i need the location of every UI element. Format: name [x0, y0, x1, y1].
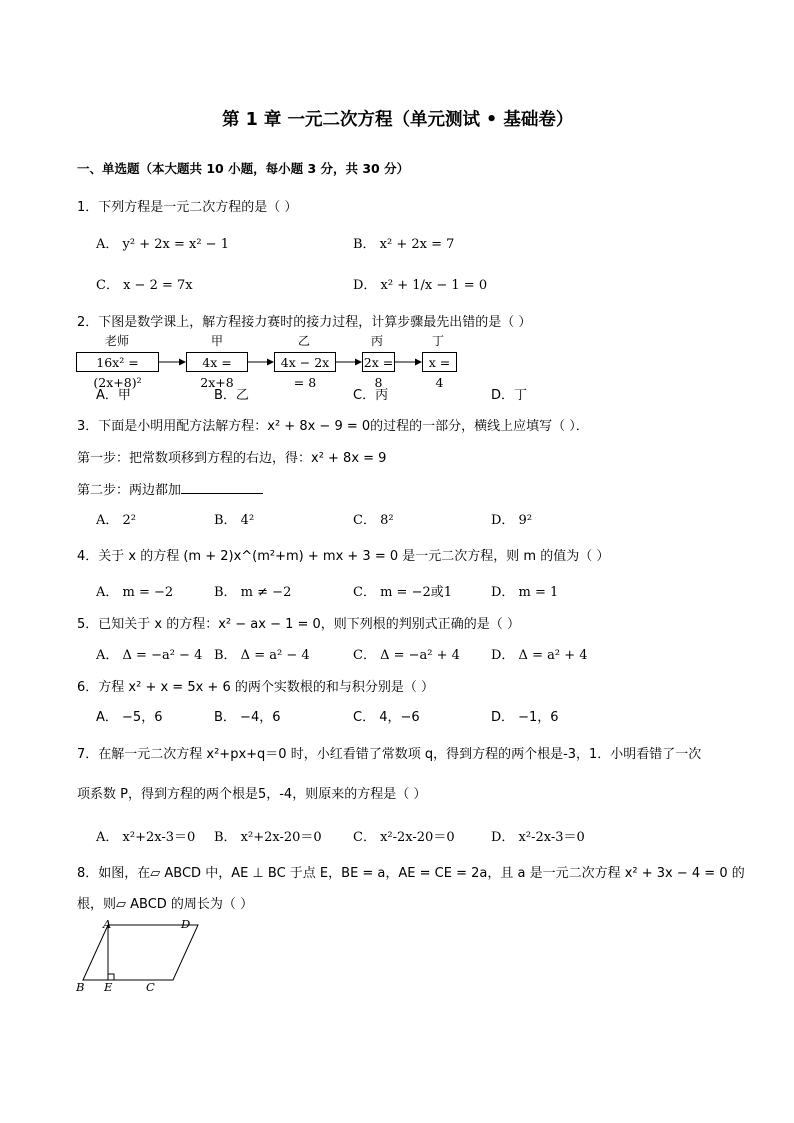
q4-option-c: C． m = −2或1: [353, 585, 452, 600]
q2-option-d: D．丁: [491, 388, 528, 403]
q6-option-b: B． −4，6: [214, 710, 281, 725]
question-1-stem: 1．下列方程是一元二次方程的是（ ）: [77, 200, 298, 215]
flow-label-teacher: 老师: [105, 334, 130, 348]
q2-option-b: B．乙: [214, 388, 249, 403]
question-6-stem: 6．方程 x² + x = 5x + 6 的两个实数根的和与积分别是（ ）: [77, 680, 434, 695]
question-4-stem: 4．关于 x 的方程 (m + 2)x^(m²+m) + mx + 3 = 0 是一元二次方程，则 m 的值为（ ）: [77, 549, 610, 564]
flow-label-yi: 乙: [298, 334, 311, 348]
question-8-stem-cont: 根，则▱ ABCD 的周长为（ ）: [77, 897, 254, 912]
question-7-stem: 7．在解一元二次方程 x²+px+q＝0 时，小红看错了常数项 q，得到方程的两个根是-3，1．小明看错了一次: [77, 747, 702, 762]
flow-label-ding: 丁: [432, 334, 445, 348]
q7-option-d: D． x²-2x-3＝0: [491, 830, 585, 845]
q3-step1: 第一步：把常数项移到方程的右边，得：x² + 8x = 9: [77, 451, 387, 466]
question-5-stem: 5．已知关于 x 的方程：x² − ax − 1 = 0，则下列根的判别式正确的是（ ）: [77, 617, 520, 632]
section-header: 一、单选题（本大题共 10 小题，每小题 3 分，共 30 分）: [77, 161, 410, 176]
page-title: 第 1 章 一元二次方程（单元测试 • 基础卷）: [222, 110, 574, 130]
q1-option-d: D． x² + 1/x − 1 = 0: [353, 278, 488, 293]
flow-box-ding: x = 4: [422, 352, 457, 372]
q6-option-c: C． 4，−6: [353, 710, 420, 725]
q2-option-a: A．甲: [96, 388, 131, 403]
q3-option-c: C． 8²: [353, 513, 394, 528]
q3-step2: [77, 479, 263, 498]
question-2-stem: 2．下图是数学课上，解方程接力赛时的接力过程，计算步骤最先出错的是（ ）: [77, 315, 532, 330]
q5-option-b: B． Δ = a² − 4: [214, 648, 310, 663]
vertex-e-label: E: [104, 980, 113, 994]
flow-box-yi: 4x − 2x = 8: [274, 352, 336, 372]
vertex-b-label: B: [76, 980, 85, 994]
q5-option-a: A． Δ = −a² − 4: [96, 648, 203, 663]
flow-label-jia: 甲: [211, 334, 224, 348]
q6-option-a: A． −5，6: [96, 710, 163, 725]
q1-option-c: C． x − 2 = 7x: [96, 278, 193, 293]
q5-option-c: C． Δ = −a² + 4: [353, 648, 460, 663]
q6-option-d: D． −1，6: [491, 710, 559, 725]
q3-step2-text: 第二步：两边都加: [77, 483, 182, 498]
q7-option-c: C． x²-2x-20＝0: [353, 830, 455, 845]
q1-option-b: B． x² + 2x = 7: [353, 237, 455, 252]
vertex-d-label: D: [181, 917, 191, 931]
parallelogram-abcd: [83, 925, 198, 980]
q3-option-b: B． 4²: [214, 513, 255, 528]
q3-option-d: D． 9²: [491, 513, 533, 528]
q7-option-a: A． x²+2x-3＝0: [96, 830, 196, 845]
q3-answer-blank: [181, 481, 263, 494]
vertex-a-label: A: [103, 917, 112, 931]
question-8-stem: 8．如图，在▱ ABCD 中，AE ⊥ BC 于点 E，BE = a，AE = CE = 2a，且 a 是一元二次方程 x² + 3x − 4 = 0 的: [77, 866, 745, 881]
flow-box-jia: 4x = 2x+8: [186, 352, 248, 372]
question-7-stem-cont: 项系数 P，得到方程的两个根是5，-4，则原来的方程是（ ）: [77, 787, 427, 802]
q7-option-b: B． x²+2x-20＝0: [214, 830, 322, 845]
q4-option-b: B． m ≠ −2: [214, 585, 292, 600]
q1-option-a: A． y² + 2x = x² − 1: [96, 237, 229, 252]
q5-option-d: D． Δ = a² + 4: [491, 648, 588, 663]
q4-option-d: D． m = 1: [491, 585, 559, 600]
flow-box-teacher: 16x² = (2x+8)²: [76, 352, 159, 372]
question-3-stem: 3．下面是小明用配方法解方程：x² + 8x − 9 = 0的过程的一部分，横线上应填写（ ）．: [77, 419, 589, 434]
q2-option-c: C．丙: [353, 388, 389, 403]
vertex-c-label: C: [146, 980, 155, 994]
flow-box-bing: 2x = 8: [362, 352, 395, 372]
q3-option-a: A． 2²: [96, 513, 137, 528]
q4-option-a: A． m = −2: [96, 585, 174, 600]
flow-label-bing: 丙: [371, 334, 384, 348]
